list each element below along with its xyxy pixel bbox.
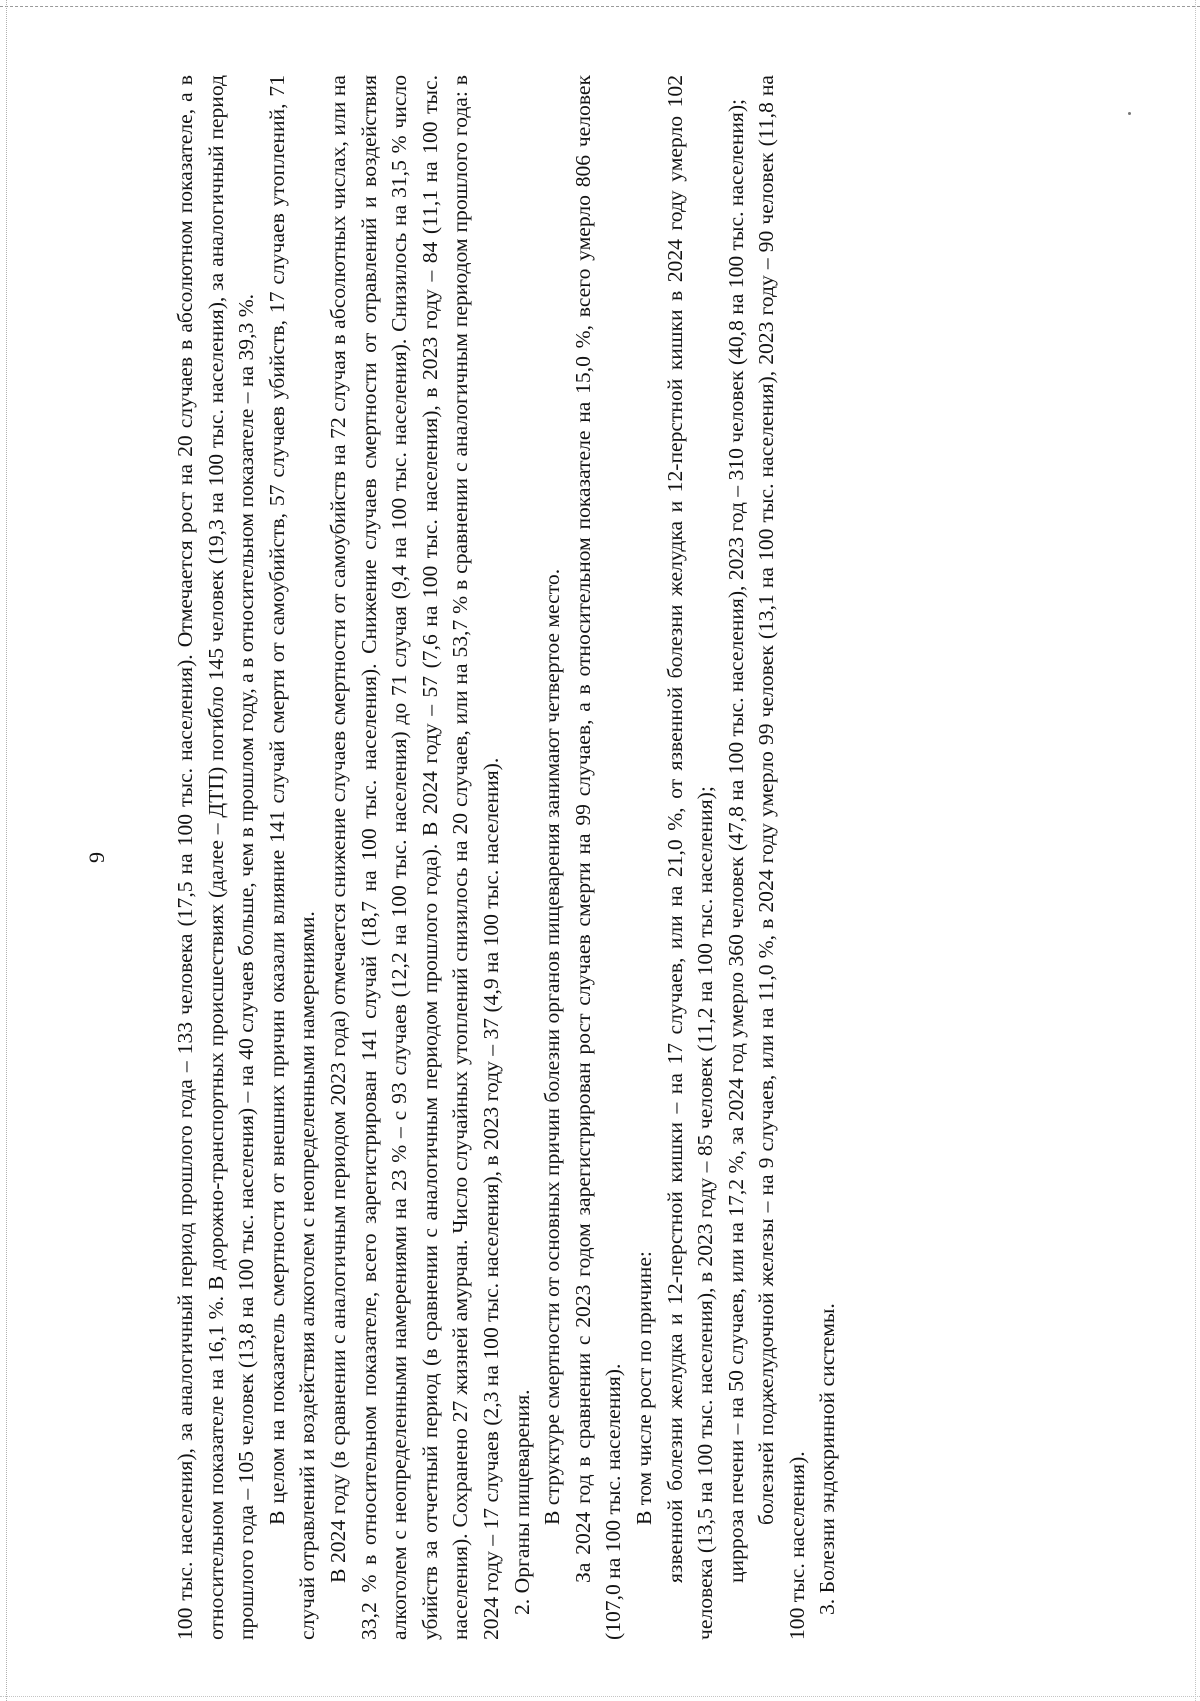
paragraph-pancreas: болезней поджелудочной железы – на 9 случаев, или на 11,0 %, в 2024 году умерло 99 человек (13,1 на 100 тыс. населения), 2023 году – 90 человек (11,8 на 100 тыс. населения). [754, 75, 809, 1640]
paragraph-external-causes: В целом на показатель смертности от внешних причин оказали влияние 141 случай смерти от самоубийств, 57 случаев убийств, 17 случаев утоплений, 71 случай отравлений и воздействия алкоголем с неопределенными намерениями. [264, 75, 320, 1640]
paragraph-cirrhosis: цирроза печени – на 50 случаев, или на 17,2 %, за 2024 год умерло 360 человек (47,8 на 100 тыс. населения), 2023 год – 310 человек (40,8 на 100 тыс. населения); [723, 98, 748, 1583]
section-heading-endocrine: 3. Болезни эндокринной системы. [815, 1303, 840, 1615]
paragraph-2024-comparison: В 2024 году (в сравнении с аналогичным периодом 2023 года) отмечается снижение случаев смертности от самоубийств на 72 случая в абсолютных числах, или на 33,2 % в относительном показателе, всего зарегистрирован 141 случай (18,7 на 100 тыс. населения). Снижение случаев смертности от отравлений и воздействия алкоголем с неопределенными намерениями на 23 % – с 93 случаев (12,2 на 100 тыс. населения) до 71 случая (9,4 на 100 тыс. населения). Снизилось на 31,5 % число убийств за отчетный период (в сравнении с аналогичным периодом прошлого года). В 2024 году – 57 (7,6 на 100 тыс. населения), в 2023 году – 84 (11,1 на 100 тыс. населения). Сохранено 27 жизней амурчан. Число случайных утоплений снизилось на 20 случаев, или на 53,7 % в сравнении с аналогичным периодом прошлого года: в 2024 году – 17 случаев (2,3 на 100 тыс. населения), в 2023 году – 37 (4,9 на 100 тыс. населения). [325, 75, 503, 1640]
scan-speck [1128, 112, 1131, 115]
section-heading-digestion: 2. Органы пищеварения. [509, 1389, 534, 1615]
scan-edge-top [0, 6, 1200, 7]
scan-edge-right [1195, 0, 1196, 1701]
document-body [170, 75, 843, 1640]
paragraph-causes-intro: В том числе рост по причине: [631, 1251, 656, 1525]
paragraph-ulcer: язвенной болезни желудка и 12-перстной кишки – на 17 случаев, или на 21,0 %, от язвенной болезни желудка и 12-перстной кишки в 2024 году умерло 102 человека (13,5 на 100 тыс. населения), в 2023 году – 85 человек (11,2 на 100 тыс. населения); [662, 75, 718, 1640]
scan-edge-left [6, 0, 7, 1701]
paragraph-continuation: 100 тыс. населения), за аналогичный период прошлого года – 133 человека (17,5 на 100 тыс. населения). Отмечается рост на 20 случаев в абсолютном показателе, а в относительном показателе на 16,1 %. В дорожно-транспортных происшествиях (далее – ДТП) погибло 145 человек (19,3 на 100 тыс. населения), за аналогичный период прошлого года – 105 человек (13,8 на 100 тыс. населения) – на 40 случаев больше, чем в прошлом году, а в относительном показателе – на 39,3 %. [173, 75, 259, 1640]
paragraph-digestion-structure: В структуре смертности от основных причин болезни органов пищеварения занимают четвертое место. [540, 568, 565, 1525]
page-number: 9 [84, 852, 109, 863]
paragraph-digestion-growth: За 2024 год в сравнении с 2023 годом зарегистрирован рост случаев смерти на 99 случаев, а в относительном показателе на 15,0 %, всего умерло 806 человек (107,0 на 100 тыс. населения). [570, 75, 626, 1640]
document-page [84, 75, 1030, 1640]
scan-edge-bottom [0, 1696, 1200, 1697]
